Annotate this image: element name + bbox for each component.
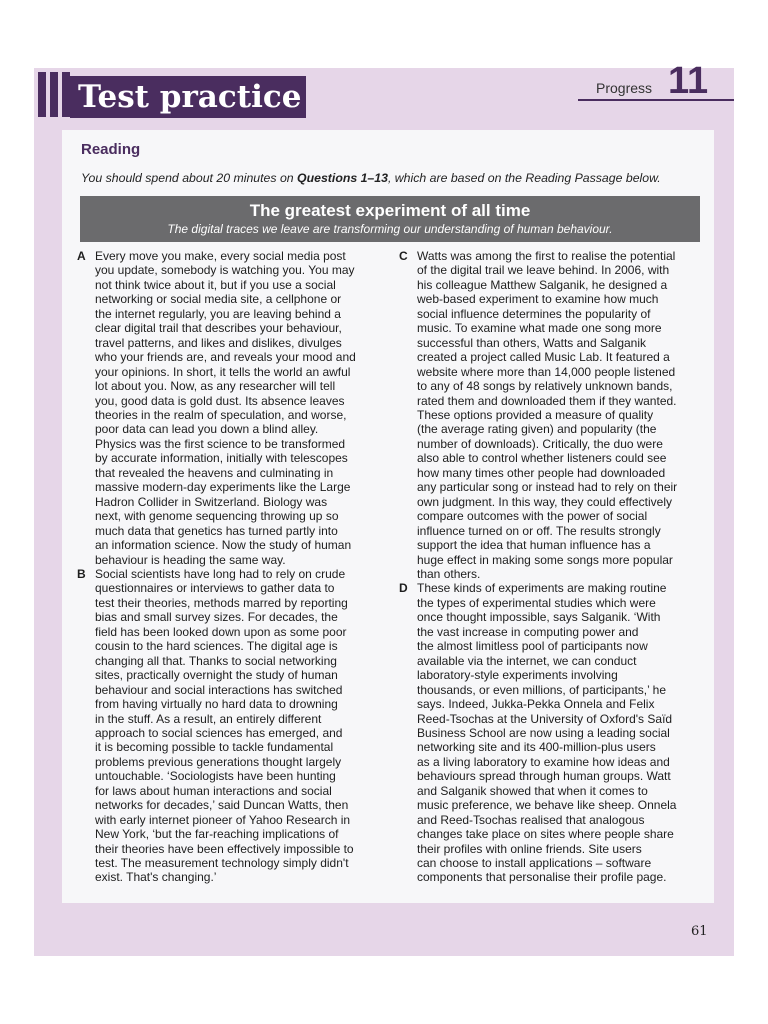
text-line: networks for decades,’ said Duncan Watts, then — [95, 798, 349, 813]
text-line: web-based experiment to examine how much — [417, 292, 659, 307]
passage-banner — [80, 196, 700, 242]
text-line: massive modern-day experiments like the Large — [95, 480, 351, 495]
text-line: than others. — [417, 566, 481, 581]
text-line: Physics was the first science to be transformed — [95, 436, 346, 451]
text-line: also able to control whether listeners could see — [417, 451, 667, 466]
progress-label: Progress — [596, 80, 653, 96]
paragraph-letter: A — [77, 249, 86, 263]
text-line: of the digital trail we leave behind. In 2006, with — [417, 263, 670, 278]
text-line: can choose to install applications – software — [417, 856, 652, 871]
text-line: says. Indeed, Jukka-Pekka Onnela and Felix — [417, 697, 655, 712]
text-line: rated them and downloaded them if they wanted. — [417, 393, 677, 408]
instruction-before: You should spend about 20 minutes on — [81, 171, 298, 185]
text-line: (the average rating given) and popularity (the — [417, 422, 657, 437]
paragraph-letter: C — [399, 249, 408, 263]
text-line: influence turned on or off. The results strongly — [417, 523, 661, 538]
text-line: theories in the realm of speculation, and worse, — [95, 407, 347, 422]
text-line: behaviour is heading the same way. — [95, 552, 286, 567]
text-line: social influence determines the popularity of — [417, 306, 651, 321]
text-line: you, good data is gold dust. Its absence leaves — [95, 393, 345, 408]
text-line: approach to social sciences has emerged, and — [95, 725, 343, 740]
text-line: that revealed the heavens and culminating in — [95, 465, 334, 480]
text-line: poor data can lead you down a blind alley. — [95, 422, 319, 437]
text-line: music. To examine what made one song more — [417, 321, 662, 336]
text-line: much data that genetics has turned partly into — [95, 523, 338, 538]
text-line: an information science. Now the study of human — [95, 538, 352, 553]
progress-rule — [578, 99, 734, 101]
text-line: sites, practically overnight the study of human — [95, 668, 338, 683]
text-line: how many times other people had downloaded — [417, 465, 666, 480]
page-title: Test practice — [70, 76, 306, 118]
text-line: Watts was among the first to realise the potential — [417, 249, 676, 263]
text-line: their theories have been effectively impossible to — [95, 841, 354, 856]
text-line: it is becoming possible to tackle fundamental — [95, 740, 334, 755]
passage-subtitle: The digital traces we leave are transforming our understanding of human behaviour. — [167, 222, 613, 236]
text-line: These kinds of experiments are making routine — [417, 581, 667, 596]
text-line: behaviours spread through human groups. Watt — [417, 769, 671, 784]
text-line: compare outcomes with the power of social — [417, 509, 648, 524]
passage-column-left — [77, 249, 382, 885]
text-line: once thought impossible, says Salganik. ‘With — [417, 610, 661, 625]
text-line: next, with genome sequencing throwing up so — [95, 509, 339, 524]
text-line: any particular song or instead had to rely on their — [417, 480, 678, 495]
text-line: laboratory-style experiments involving — [417, 668, 618, 683]
text-line: questionnaires or interviews to gather data to — [95, 581, 335, 596]
instruction-bold: Questions 1–13 — [297, 171, 388, 185]
text-line: Business School are now using a leading social — [417, 725, 670, 740]
instruction — [81, 171, 661, 185]
paragraph-a — [77, 249, 382, 567]
text-line: and Salganik showed that when it comes to — [417, 783, 648, 798]
text-line: bias and small survey sizes. For decades, the — [95, 610, 338, 625]
paragraph-b — [77, 567, 382, 885]
paragraph-letter: D — [399, 581, 408, 596]
text-line: components that personalise their profile page. — [417, 870, 667, 885]
text-line: These options provided a measure of quality — [417, 407, 654, 422]
text-line: who your friends are, and reveals your mood and — [95, 350, 356, 365]
text-line: huge effect in making some songs more popular — [417, 552, 673, 567]
text-line: created a project called Music Lab. It featured a — [417, 350, 670, 365]
text-line: and Reed-Tsochas realised that analogous — [417, 812, 645, 827]
text-line: as a living laboratory to examine how ideas and — [417, 754, 670, 769]
text-line: available via the internet, we can conduct — [417, 653, 637, 668]
text-line: lot about you. Now, as any researcher will tell — [95, 379, 336, 394]
text-line: by accurate information, initially with telescopes — [95, 451, 348, 466]
text-line: Every move you make, every social media post — [95, 249, 346, 263]
text-line: networking site and its 400-million-plus users — [417, 740, 656, 755]
text-line: problems previous generations thought largely — [95, 754, 342, 769]
text-line: test. The measurement technology simply didn't — [95, 856, 349, 871]
paragraph-text — [417, 581, 705, 885]
text-line: with early internet pioneer of Yahoo Research in — [95, 812, 351, 827]
text-line: Reed-Tsochas at the University of Oxford's Saïd — [417, 711, 673, 726]
text-line: changes take place on sites where people share — [417, 827, 674, 842]
text-line: the types of experimental studies which were — [417, 595, 656, 610]
text-line: successful than others, Watts and Salganik — [417, 335, 647, 350]
text-line: the internet regularly, you are leaving behind a — [95, 306, 341, 321]
paragraph-text — [417, 249, 705, 581]
paragraph-c — [399, 249, 705, 581]
text-line: not think twice about it, but if you use a social — [95, 277, 336, 292]
section-title: Reading — [81, 141, 141, 158]
text-line: you update, somebody is watching you. You may — [95, 263, 355, 278]
text-line: behaviour and social interactions has switched — [95, 682, 343, 697]
text-line: exist. That's changing.’ — [95, 870, 217, 885]
text-line: support the idea that human influence has a — [417, 538, 651, 553]
passage-title: The greatest experiment of all time — [249, 201, 531, 220]
text-line: Hadron Collider in Switzerland. Biology was — [95, 494, 328, 509]
text-line: music preference, we behave like sheep. Onnela — [417, 798, 677, 813]
text-line: the vast increase in computing power and — [417, 624, 639, 639]
text-line: own judgment. In this way, they could effectively — [417, 494, 673, 509]
text-line: field has been looked down upon as some poor — [95, 624, 347, 639]
text-line: your opinions. In short, it tells the world an awful — [95, 364, 351, 379]
text-line: Social scientists have long had to rely on crude — [95, 566, 346, 581]
paragraph-text — [95, 567, 382, 885]
text-line: thousands, or even millions, of participants,’ he — [417, 682, 667, 697]
text-line: networking or social media site, a cellphone or — [95, 292, 342, 307]
text-line: in the stuff. As a result, an entirely different — [95, 711, 322, 726]
text-line: to any of 48 songs by relatively unknown bands, — [417, 379, 673, 394]
text-line: travel patterns, and likes and dislikes, divulges — [95, 335, 342, 350]
page-number: 61 — [691, 924, 708, 939]
header-decor-bars — [38, 72, 70, 117]
text-line: clear digital trail that describes your behaviour, — [95, 321, 342, 336]
text-line: his colleague Matthew Salganik, he designed a — [417, 277, 668, 292]
text-line: New York, ‘but the far-reaching implications of — [95, 827, 339, 842]
text-line: changing all that. Thanks to social networking — [95, 653, 337, 668]
text-line: for laws about human interactions and social — [95, 783, 332, 798]
text-line: cousin to the hard sciences. The digital age is — [95, 639, 338, 654]
paragraph-text — [95, 249, 382, 567]
text-line: test their theories, methods marred by reporting — [95, 595, 348, 610]
instruction-after: , which are based on the Reading Passage below. — [387, 171, 661, 185]
text-line: the almost limitless pool of participants now — [417, 639, 648, 654]
text-line: their profiles with online friends. Site users — [417, 841, 642, 856]
paragraph-d — [399, 581, 705, 885]
text-line: website where more than 14,000 people listened — [417, 364, 676, 379]
passage-column-right — [399, 249, 705, 885]
progress-number: 11 — [668, 60, 709, 102]
paragraph-letter: B — [77, 566, 86, 581]
text-line: from having virtually no hard data to drowning — [95, 697, 338, 712]
text-line: untouchable. ‘Sociologists have been hunting — [95, 769, 336, 784]
text-line: number of downloads). Critically, the duo were — [417, 436, 663, 451]
